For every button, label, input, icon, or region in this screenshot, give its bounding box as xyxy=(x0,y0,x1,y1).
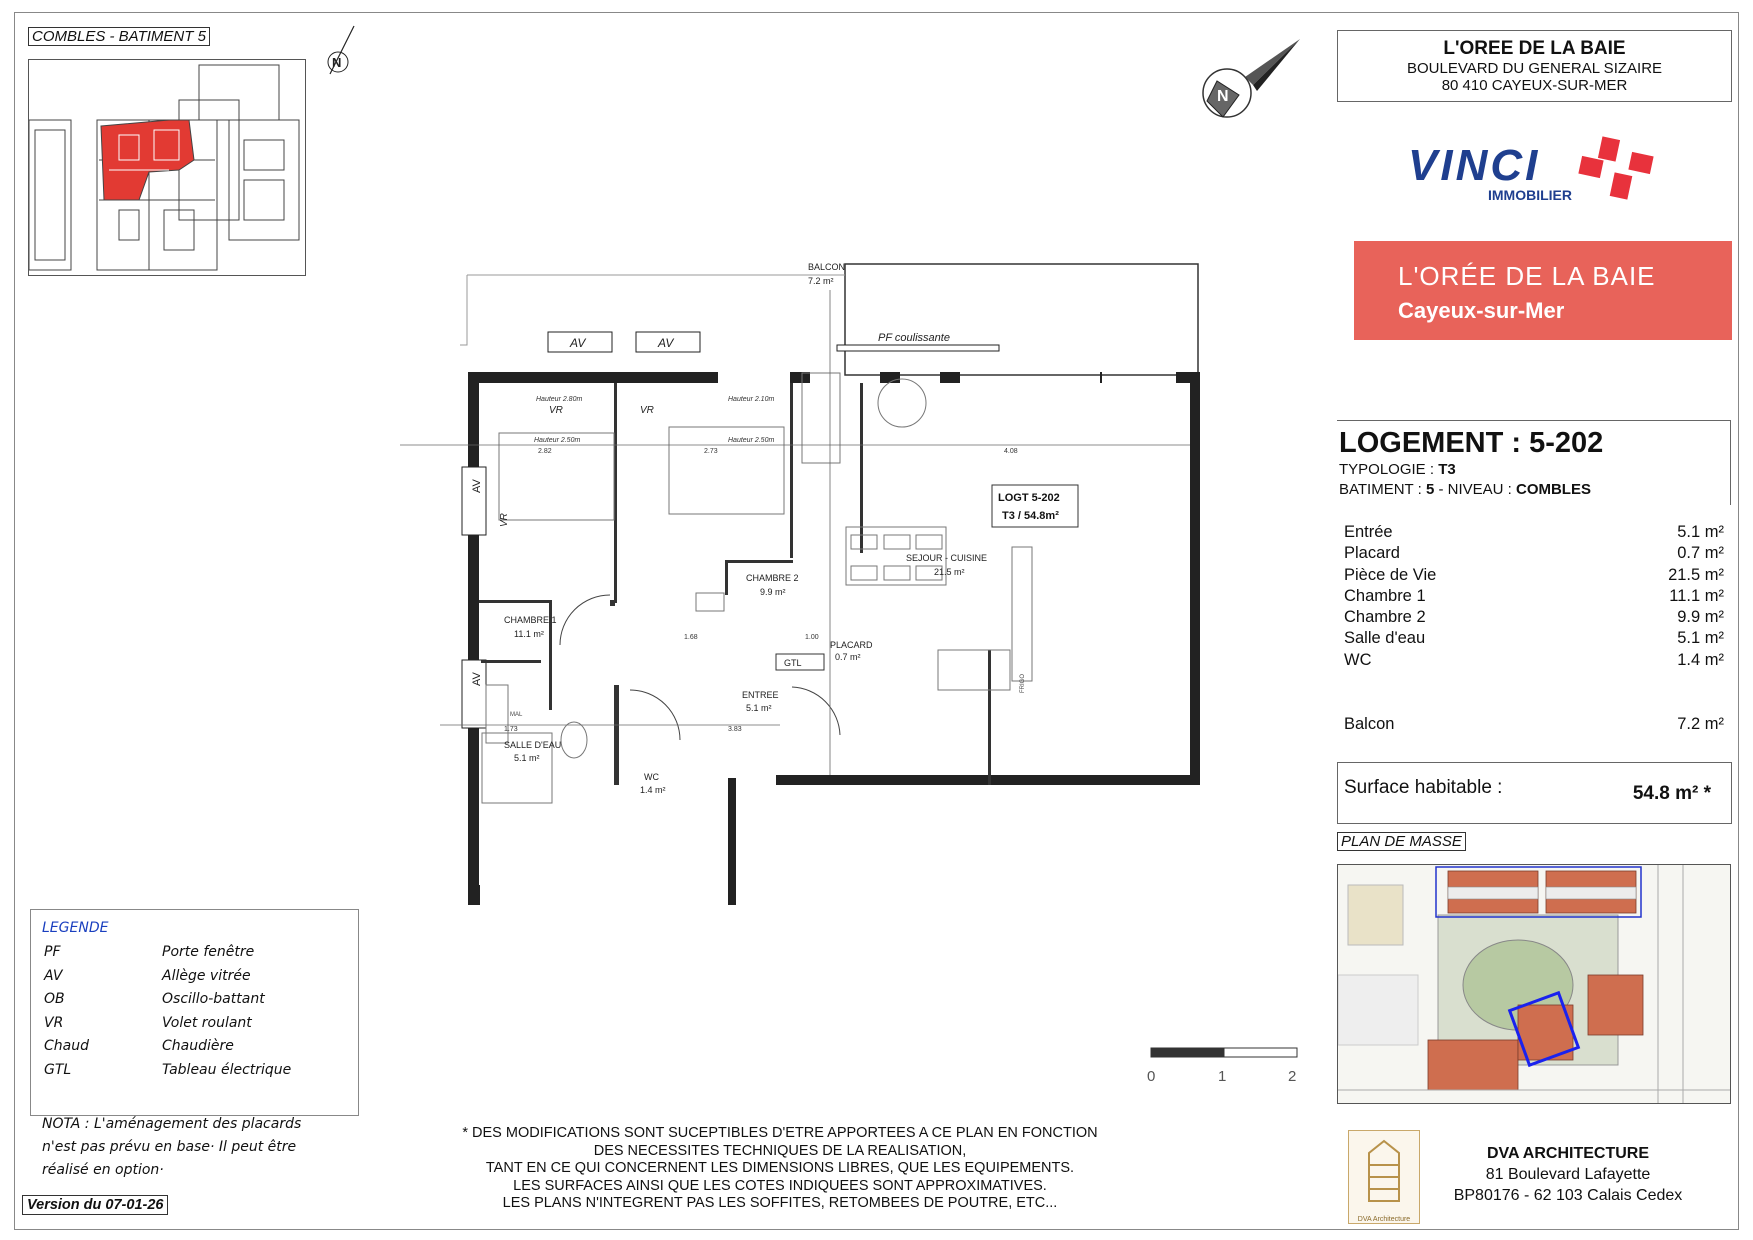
mal-label: MAL xyxy=(510,712,523,718)
version-label: Version du 07-01-26 xyxy=(22,1195,168,1215)
nota-line: réalisé en option· xyxy=(42,1162,164,1178)
legend-code: AV xyxy=(44,967,63,984)
project-title-block xyxy=(1337,30,1732,102)
entree-name: ENTREE xyxy=(742,690,779,700)
entree-area: 5.1 m² xyxy=(746,703,772,713)
disclaimer-line: DES NECESSITES TECHNIQUES DE LA REALISATION, xyxy=(593,1142,967,1159)
surfaces-table xyxy=(1344,523,1724,736)
surface-row xyxy=(1344,544,1724,565)
project-name: L'OREE DE LA BAIE xyxy=(1443,38,1626,59)
surface-row xyxy=(1344,608,1724,629)
legend-meaning: Oscillo-battant xyxy=(162,991,265,1008)
legend-meaning: Allège vitrée xyxy=(162,967,251,984)
disclaimer xyxy=(430,1125,1130,1213)
balcony-area: 7.2 m² xyxy=(808,276,834,286)
legend xyxy=(30,909,359,1116)
balcony-outline xyxy=(845,264,1198,375)
height-label: Hauteur 2.50m xyxy=(728,437,775,444)
project-city: 80 410 CAYEUX-SUR-MER xyxy=(1441,77,1628,94)
typology-label: TYPOLOGIE : xyxy=(1339,461,1439,478)
svg-text:N: N xyxy=(332,55,342,70)
vr-label-1: VR xyxy=(549,405,563,416)
gtl-label: GTL xyxy=(784,658,802,668)
surface-value: 11.1 m² xyxy=(1669,586,1724,605)
lot-tag-2: T3 / 54.8m² xyxy=(1002,510,1059,522)
legend-title: LEGENDE xyxy=(42,920,109,936)
architect-address-1: 81 Boulevard Lafayette xyxy=(1485,1166,1651,1183)
height-label: Hauteur 2.80m xyxy=(536,396,583,403)
surface-value: 5.1 m² xyxy=(1677,523,1724,541)
av-label-top-2: AV xyxy=(658,336,674,350)
scale-bar-dark xyxy=(1151,1048,1224,1057)
surface-row xyxy=(1344,523,1724,544)
level-label: - NIVEAU : xyxy=(1434,481,1516,498)
exterior-walls xyxy=(468,372,1200,905)
dim-label: 1.68 xyxy=(684,634,698,641)
vr-label-3: VR xyxy=(499,513,510,527)
key-plan-highlight xyxy=(101,120,194,200)
habitable-value: 54.8 m² * xyxy=(1632,783,1711,804)
lot-building xyxy=(1339,480,1730,500)
surface-value: 21.5 m² xyxy=(1668,565,1724,584)
scale-tick-2: 2 xyxy=(1288,1068,1297,1085)
architect-address-2: BP80176 - 62 103 Calais Cedex xyxy=(1453,1187,1683,1204)
salle-eau-name: SALLE D'EAU xyxy=(504,740,562,750)
legend-code: VR xyxy=(44,1014,64,1031)
legend-code: PF xyxy=(44,944,61,960)
height-label: Hauteur 2.10m xyxy=(728,396,775,403)
scale-bar xyxy=(1150,1046,1300,1060)
surface-label: Entrée xyxy=(1344,523,1393,541)
dva-logo xyxy=(1348,1130,1420,1224)
surface-value: 5.1 m² xyxy=(1677,629,1724,648)
sejour-area: 21.5 m² xyxy=(934,567,965,577)
legend-meaning: Porte fenêtre xyxy=(162,944,255,960)
balcony-row xyxy=(1344,715,1724,736)
brand-banner xyxy=(1354,241,1732,340)
surface-label: Chambre 2 xyxy=(1344,608,1426,627)
av-label-left-2: AV xyxy=(471,672,483,686)
vinci-logo-word: VINCI xyxy=(1408,141,1541,190)
brand-line-1: L'ORÉE DE LA BAIE xyxy=(1398,261,1656,291)
key-plan-drawing xyxy=(29,60,305,275)
disclaimer-line: LES SURFACES AINSI QUE LES COTES INDIQUEES SONT APPROXIMATIVES. xyxy=(513,1177,1047,1194)
dim-label: 3.83 xyxy=(728,726,742,733)
legend-item xyxy=(31,1038,358,1062)
av-label-left-1: AV xyxy=(471,479,483,493)
architect-name: DVA ARCHITECTURE xyxy=(1486,1145,1650,1162)
lot-info xyxy=(1337,420,1731,505)
nota-line: n'est pas prévu en base· Il peut être xyxy=(42,1139,297,1155)
level-value: COMBLES xyxy=(1515,481,1591,498)
scale-tick-0: 0 xyxy=(1147,1068,1156,1085)
dim-label: 2.82 xyxy=(538,448,552,455)
nota-line: NOTA : L'aménagement des placards xyxy=(42,1116,302,1132)
dim-label: 1.73 xyxy=(504,726,518,733)
disclaimer-line: * DES MODIFICATIONS SONT SUCEPTIBLES D'ETRE APPORTEES A CE PLAN EN FONCTION xyxy=(462,1125,1098,1141)
dva-logo-icon xyxy=(1349,1131,1419,1211)
legend-meaning: Volet roulant xyxy=(162,1014,252,1031)
vinci-logo-sub: IMMOBILIER xyxy=(1488,187,1572,203)
legend-meaning: Chaudière xyxy=(162,1038,234,1055)
legend-item xyxy=(31,1015,358,1039)
lot-typology xyxy=(1339,460,1730,480)
building-label: BATIMENT : xyxy=(1339,481,1426,498)
svg-text:N: N xyxy=(1217,88,1229,105)
surface-label: Salle d'eau xyxy=(1344,629,1426,648)
key-plan-label: COMBLES - BATIMENT 5 xyxy=(28,27,210,46)
floor-plan xyxy=(400,255,1220,905)
av-label-top-1: AV xyxy=(570,336,586,350)
vinci-cross-icon xyxy=(1578,136,1653,199)
disclaimer-line: TANT EN CE QUI CONCERNENT LES DIMENSIONS LIBRES, QUE LES EQUIPEMENTS. xyxy=(485,1160,1075,1176)
disclaimer-line: LES PLANS N'INTEGRENT PAS LES SOFFITES, RETOMBEES DE POUTRE, ETC... xyxy=(502,1195,1058,1211)
architect-block xyxy=(1418,1143,1718,1206)
legend-item xyxy=(31,1062,358,1086)
legend-item xyxy=(31,991,358,1015)
legend-code: OB xyxy=(44,991,65,1008)
north-arrow-icon xyxy=(1195,35,1305,125)
building-value: 5 xyxy=(1425,481,1435,498)
surface-row xyxy=(1344,651,1724,672)
chambre1-area: 11.1 m² xyxy=(514,629,544,639)
surface-row xyxy=(1344,629,1724,650)
scale-tick-1: 1 xyxy=(1218,1068,1227,1085)
project-street: BOULEVARD DU GENERAL SIZAIRE xyxy=(1406,60,1663,77)
surface-label: Chambre 1 xyxy=(1344,586,1426,605)
salle-eau-area: 5.1 m² xyxy=(514,753,540,763)
legend-code: Chaud xyxy=(44,1038,89,1055)
legend-code: GTL xyxy=(44,1061,72,1078)
nota xyxy=(42,1113,342,1182)
pf-label: PF coulissante xyxy=(878,332,950,344)
sejour-name: SEJOUR - CUISINE xyxy=(906,553,988,563)
habitable-label: Surface habitable : xyxy=(1344,777,1503,798)
chambre2-name: CHAMBRE 2 xyxy=(746,573,799,583)
placard-area: 0.7 m² xyxy=(835,652,861,662)
surface-label: Placard xyxy=(1344,544,1400,563)
site-plan-label: PLAN DE MASSE xyxy=(1337,832,1466,851)
vinci-logo xyxy=(1400,132,1700,207)
key-plan xyxy=(28,59,306,276)
surface-value: 0.7 m² xyxy=(1677,544,1724,563)
legend-meaning: Tableau électrique xyxy=(162,1061,292,1078)
frigo-label: FRIGO xyxy=(1020,674,1026,693)
legend-item xyxy=(31,968,358,992)
placard-name: PLACARD xyxy=(830,640,873,650)
vr-label-2: VR xyxy=(640,405,654,416)
height-label: Hauteur 2.50m xyxy=(534,437,581,444)
site-plan xyxy=(1337,864,1731,1104)
typology-value: T3 xyxy=(1438,461,1456,478)
wc-name: WC xyxy=(644,772,659,782)
dva-logo-caption: DVA Architecture xyxy=(1357,1216,1411,1223)
site-plan-drawing xyxy=(1338,865,1730,1103)
brand-line-2: Cayeux-sur-Mer xyxy=(1398,298,1565,323)
dim-label: 1.00 xyxy=(805,634,819,641)
dim-label: 4.08 xyxy=(1004,448,1018,455)
surface-row xyxy=(1344,566,1724,587)
north-arrow-small-icon xyxy=(318,22,360,82)
surface-row xyxy=(1344,587,1724,608)
surface-label: Pièce de Vie xyxy=(1344,565,1437,584)
surface-label: WC xyxy=(1344,650,1372,669)
dim-label: 2.73 xyxy=(704,448,718,455)
chambre2-area: 9.9 m² xyxy=(760,587,786,597)
chambre1-name: CHAMBRE 1 xyxy=(504,615,557,625)
balcony-name: BALCON xyxy=(808,262,846,272)
lot-title: LOGEMENT : 5-202 xyxy=(1339,427,1604,459)
lot-tag-1: LOGT 5-202 xyxy=(998,492,1060,504)
habitable-surface-box xyxy=(1337,762,1732,824)
legend-item xyxy=(31,944,358,968)
wc-area: 1.4 m² xyxy=(640,785,666,795)
balcony-value: 7.2 m² xyxy=(1677,715,1724,734)
surface-value: 1.4 m² xyxy=(1677,650,1724,669)
surface-value: 9.9 m² xyxy=(1677,608,1724,627)
balcony-label: Balcon xyxy=(1344,715,1395,734)
